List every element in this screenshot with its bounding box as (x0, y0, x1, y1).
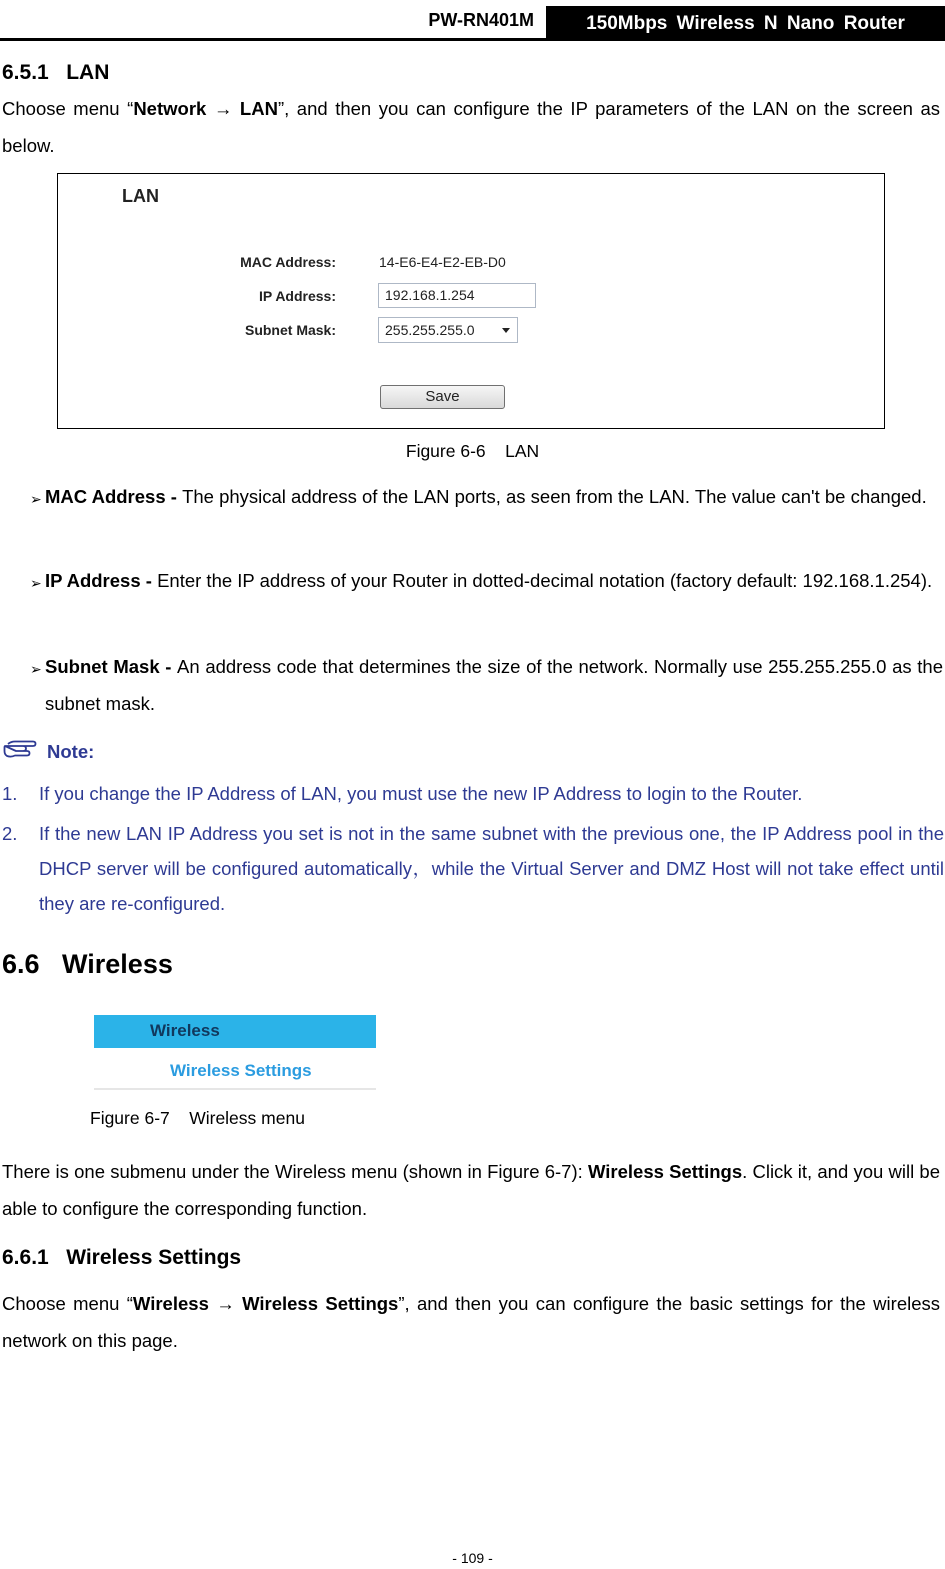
figure-6-7-caption: Figure 6-7 Wireless menu (90, 1108, 305, 1128)
figure-6-6-caption: Figure 6-6 LAN (405, 441, 540, 461)
wireless-menu-label: Wireless (150, 1021, 220, 1040)
subnet-mask-value: 255.255.255.0 (385, 322, 475, 338)
pointing-hand-icon (3, 739, 37, 759)
mac-address-label: MAC Address: (240, 254, 336, 270)
note-item-2: If the new LAN IP Address you set is not in the same subnet with the previous one, the IP Address pool in the DHCP server will be configured automatically，while the Virtual Server and DMZ Host will not take effect until they are re-configured. (39, 823, 944, 914)
subnet-mask-label: Subnet Mask: (244, 322, 336, 338)
bullet-mac-address: MAC Address - The physical address of the LAN ports, as seen from the LAN. The value can't be changed. (45, 486, 927, 507)
lan-intro-paragraph: Choose menu “Network → LAN”, and then you can configure the IP parameters of the LAN on the screen as below. (2, 98, 941, 156)
wireless-intro-paragraph: There is one submenu under the Wireless menu (shown in Figure 6-7): Wireless Settings. Click it, and you will be able to configure the corresponding function. (2, 1161, 940, 1219)
note-label: Note: (47, 741, 95, 762)
save-button[interactable]: Save (380, 385, 505, 409)
bullet-arrow-icon: ➢ (30, 661, 42, 677)
bullet-arrow-icon: ➢ (30, 491, 42, 507)
subnet-mask-select[interactable] (378, 317, 518, 343)
bullet-subnet-mask: Subnet Mask - An address code that determines the size of the network. Normally use 255.255.255.0 as the subnet mask. (45, 656, 943, 714)
bullet-ip-address: IP Address - Enter the IP address of your Router in dotted-decimal notation (factory default: 192.168.1.254). (45, 570, 933, 591)
ip-address-input[interactable]: 192.168.1.254 (378, 283, 536, 308)
wireless-settings-intro-paragraph: Choose menu “Wireless → Wireless Settings”, and then you can configure the basic settings for the wireless network on this page. (2, 1293, 941, 1351)
header-rule (0, 38, 945, 41)
chevron-down-icon (502, 328, 510, 333)
note-item-1: If you change the IP Address of LAN, you must use the new IP Address to login to the Router. (39, 783, 803, 804)
lan-panel-title: LAN (122, 186, 159, 206)
section-heading-lan: 6.5.1 LAN (2, 61, 110, 84)
ip-address-label: IP Address: (258, 288, 336, 304)
mac-address-value: 14-E6-E4-E2-EB-D0 (379, 254, 506, 270)
section-heading-wireless: 6.6 Wireless (2, 949, 173, 979)
header-model: PW-RN401M (428, 10, 534, 30)
note-item-number: 2. (2, 823, 18, 844)
header-product-title: 150Mbps Wireless N Nano Router (546, 6, 945, 40)
section-heading-wireless-settings: 6.6.1 Wireless Settings (2, 1246, 242, 1269)
wireless-settings-submenu-item[interactable] (94, 1053, 376, 1090)
note-item-number: 1. (2, 783, 18, 804)
page-number: - 109 - (452, 1550, 493, 1566)
wireless-settings-submenu-label: Wireless Settings (170, 1061, 312, 1080)
wireless-menu-item[interactable] (94, 1015, 376, 1048)
bullet-arrow-icon: ➢ (30, 575, 42, 591)
lan-settings-screenshot (57, 173, 885, 429)
